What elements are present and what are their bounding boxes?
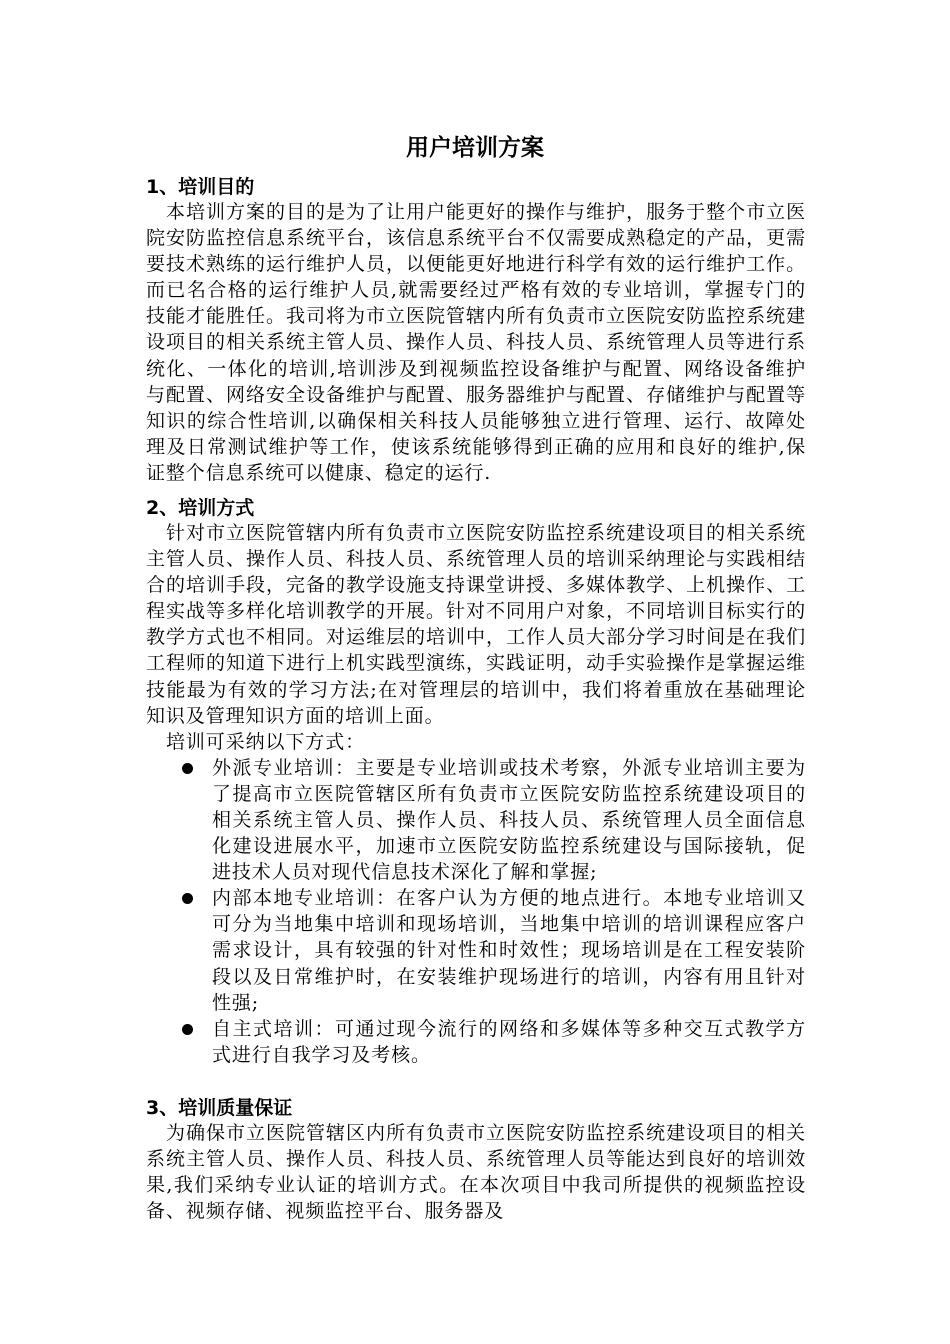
training-method-list	[146, 755, 806, 1068]
section-purpose	[146, 175, 806, 486]
list-item	[146, 1016, 806, 1068]
section-heading: 1、培训目的	[146, 176, 255, 198]
section-quality	[146, 1096, 806, 1224]
list-item-text: 内部本地专业培训：在客户认为方便的地点进行。本地专业培训又可分为当地集中培训和现场培训，当地集中培训的培训课程应客户需求设计，具有较强的针对性和时效性；现场培训是在工程安装阶段以及日常维护时，在安装维护现场进行的培训，内容有用且针对性强;	[212, 887, 806, 1014]
list-item	[146, 885, 806, 1015]
document-title: 用户培训方案	[406, 135, 544, 161]
section-heading: 3、培训质量保证	[146, 1097, 293, 1119]
section-heading: 2、培训方式	[146, 497, 255, 519]
bullet-icon	[182, 763, 193, 774]
section-method	[146, 496, 806, 1068]
bullet-icon	[182, 1024, 193, 1035]
section-paragraph: 为确保市立医院管辖区内所有负责市立医院安防监控系统建设项目的相关系统主管人员、操作人员、科技人员、系统管理人员等能达到良好的培训效果,我们采纳专业认证的培训方式。在本次项目中我司所提供的视频监控设备、视频存储、视频监控平台、服务器及	[146, 1122, 806, 1223]
section-paragraph: 针对市立医院管辖内所有负责市立医院安防监控系统建设项目的相关系统主管人员、操作人员、科技人员、系统管理人员的培训采纳理论与实践相结合的培训手段，完备的教学设施支持课堂讲授、多媒体教学、上机操作、工程实战等多样化培训教学的开展。针对不同用户对象，不同培训目标实行的教学方式也不相同。对运维层的培训中，工作人员大部分学习时间是在我们工程师的知道下进行上机实践型演练，实践证明，动手实验操作是掌握运维技能最为有效的学习方法;在对管理层的培训中，我们将着重放在基础理论知识及管理知识方面的培训上面。	[146, 522, 806, 727]
bullet-icon	[182, 893, 193, 904]
list-item-text: 外派专业培训：主要是专业培训或技术考察，外派专业培训主要为了提高市立医院管辖区所有负责市立医院安防监控系统建设项目的相关系统主管人员、操作人员、科技人员、系统管理人员全面信息化建设进展水平，加速市立医院安防监控系统建设与国际接轨，促进技术人员对现代信息技术深化了解和掌握;	[212, 756, 806, 884]
section-paragraph: 本培训方案的目的是为了让用户能更好的操作与维护，服务于整个市立医院安防监控信息系统平台，该信息系统平台不仅需要成熟稳定的产品，更需要技术熟练的运行维护人员，以便能更好地进行科学有效的运行维护工作。而已名合格的运行维护人员,就需要经过严格有效的专业培训，掌握专门的技能才能胜任。我司将为市立医院管辖内所有负责市立医院安防监控系统建设项目的相关系统主管人员、操作人员、科技人员、系统管理人员等进行系统化、一体化的培训,培训涉及到视频监控设备维护与配置、网络设备维护与配置、网络安全设备维护与配置、服务器维护与配置、存储维护与配置等知识的综合性培训,以确保相关科技人员能够独立进行管理、运行、故障处理及日常测试维护等工作，使该系统能够得到正确的应用和良好的维护,保证整个信息系统可以健康、稳定的运行.	[146, 201, 806, 484]
list-item	[146, 755, 806, 885]
list-item-text: 自主式培训：可通过现今流行的网络和多媒体等多种交互式教学方式进行自我学习及考核。	[212, 1017, 806, 1066]
list-intro: 培训可采纳以下方式：	[166, 730, 366, 753]
